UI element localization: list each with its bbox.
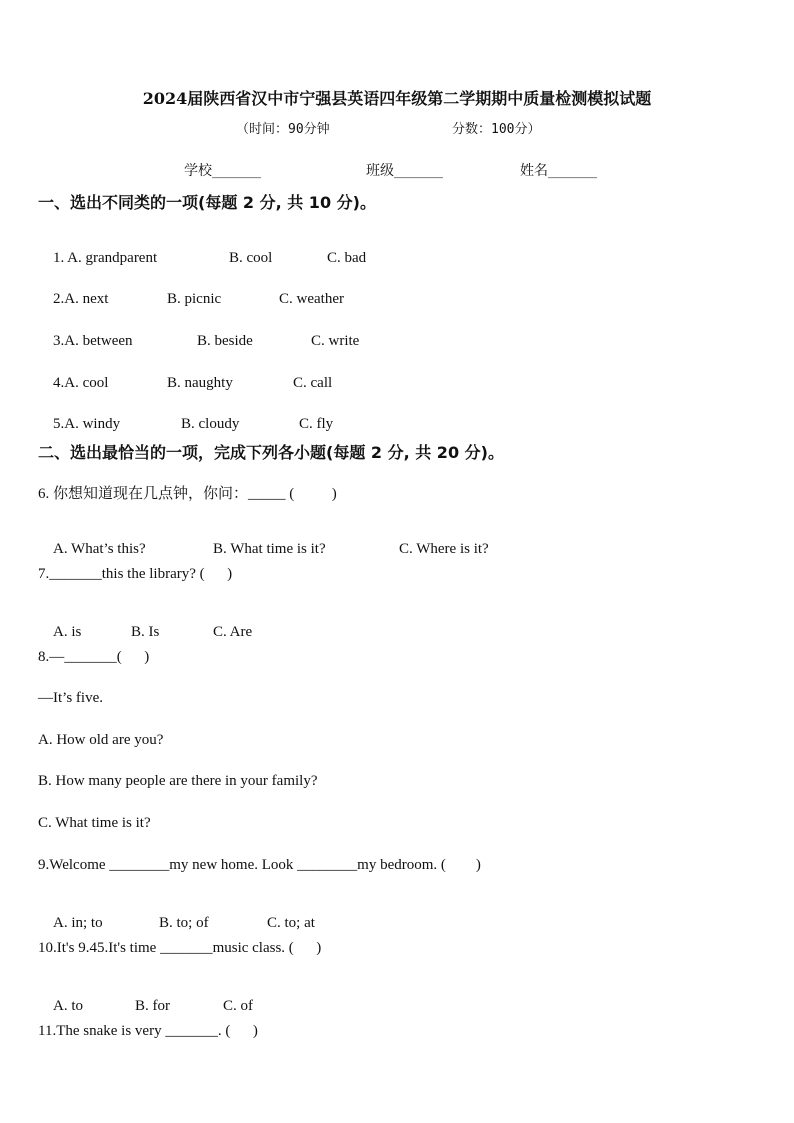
- q5-option-c: C. fly: [299, 416, 334, 432]
- q7-option-b: B. Is: [131, 624, 160, 640]
- q10-option-a: A. to: [53, 998, 83, 1014]
- q4-option-a: 4.A. cool: [53, 375, 109, 391]
- question-9: 9.Welcome ________my new home. Look ________my bedroom. ( ): [38, 857, 481, 873]
- q3-option-a: 3.A. between: [53, 333, 133, 349]
- q8-option-c: C. What time is it?: [38, 815, 151, 831]
- q1-option-b: B. cool: [229, 250, 273, 266]
- exam-time: （时间：90分钟: [236, 122, 330, 137]
- q6-option-c: C. Where is it?: [399, 541, 489, 557]
- q9-option-b: B. to; of: [159, 915, 209, 931]
- q4-option-c: C. call: [293, 375, 333, 391]
- question-6: 6. 你想知道现在几点钟，你问：_____ ( ): [38, 486, 337, 502]
- exam-score: 分数：100分）: [452, 122, 541, 137]
- section-2-heading: 二、选出最恰当的一项，完成下列各小题(每题 2 分, 共 20 分)。: [38, 443, 504, 462]
- q2-option-a: 2.A. next: [53, 291, 109, 307]
- class-field: 班级_______: [366, 163, 443, 179]
- q7-option-c: C. Are: [213, 624, 253, 640]
- question-11: 11.The snake is very _______. ( ): [38, 1023, 258, 1039]
- section-1-heading: 一、选出不同类的一项(每题 2 分, 共 10 分)。: [38, 193, 376, 212]
- question-10: 10.It's 9.45.It's time _______music class. ( ): [38, 940, 322, 956]
- q6-option-b: B. What time is it?: [213, 541, 326, 557]
- q1-option-a: 1. A. grandparent: [53, 250, 158, 266]
- q5-option-b: B. cloudy: [181, 416, 240, 432]
- q3-option-b: B. beside: [197, 333, 253, 349]
- q8-option-a: A. How old are you?: [38, 732, 164, 748]
- q7-option-a: A. is: [53, 624, 82, 640]
- name-field: 姓名_______: [520, 163, 597, 179]
- q4-option-b: B. naughty: [167, 375, 233, 391]
- q9-option-c: C. to; at: [267, 915, 315, 931]
- school-field: 学校_______: [184, 163, 261, 179]
- q10-option-c: C. of: [223, 998, 253, 1014]
- q5-option-a: 5.A. windy: [53, 416, 121, 432]
- q2-option-b: B. picnic: [167, 291, 222, 307]
- question-7: 7._______this the library? ( ): [38, 566, 233, 582]
- q3-option-c: C. write: [311, 333, 360, 349]
- q9-option-a: A. in; to: [53, 915, 103, 931]
- q8-option-b: B. How many people are there in your family?: [38, 773, 318, 789]
- question-8: 8.—_______( ): [38, 649, 150, 665]
- question-8-answer: —It’s five.: [38, 690, 103, 706]
- q6-option-a: A. What’s this?: [53, 541, 146, 557]
- q10-option-b: B. for: [135, 998, 170, 1014]
- page-title: 2024届陕西省汉中市宁强县英语四年级第二学期期中质量检测模拟试题: [142, 89, 652, 108]
- q1-option-c: C. bad: [327, 250, 367, 266]
- q2-option-c: C. weather: [279, 291, 344, 307]
